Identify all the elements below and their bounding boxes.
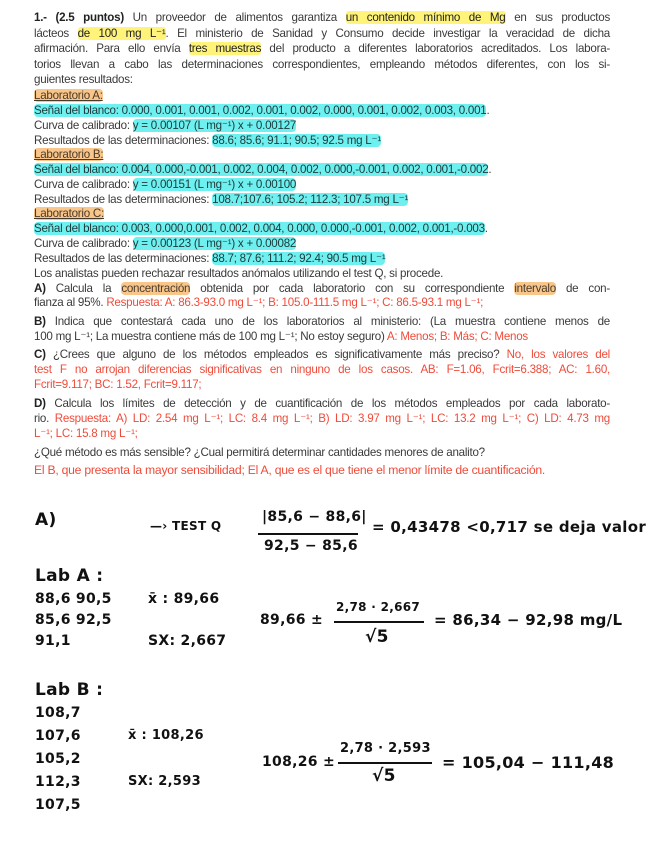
hw-fraction-bar — [258, 533, 358, 535]
text: . — [486, 104, 490, 117]
text: Indica que contestará cada uno de los laboratorios al ministerio: (La muestra contiene menos de — [45, 315, 610, 328]
highlight: tres muestras — [188, 42, 262, 55]
answer: Respuesta: A: 86.3-93.0 mg L⁻¹; B: 105.0-111.5 mg L⁻¹; C: 86.5-93.1 mg L⁻¹; — [106, 296, 484, 309]
lab-b-curve — [34, 177, 610, 192]
answer: Respuesta: A) LD: 2.54 mg L⁻¹; LC: 8.4 mg L⁻¹; B) LD: 3.97 mg L⁻¹; LC: 13.2 mg L⁻¹; C) LD: 4.73 mg — [54, 412, 610, 425]
label: Resultados de las determinaciones: — [34, 252, 213, 265]
highlight: intervalo — [514, 282, 556, 295]
text: lácteos — [34, 27, 78, 40]
hw-lab-a-row2: 85,6 92,5 — [35, 612, 112, 628]
problem-line-2 — [34, 26, 610, 41]
text: fianza al 95%. — [34, 296, 107, 309]
question-e-answer: El B, que presenta la mayor sensibilidad; El A, que es el que tiene el menor límite de cuantificación. — [34, 463, 546, 477]
lab-a-blank — [34, 103, 610, 118]
hw-lab-a-mean: x̄ : 89,66 — [148, 591, 220, 607]
hw-lab-b-title: Lab B : — [35, 680, 104, 700]
hw-lab-b-ci-left: 108,26 ± — [262, 754, 336, 770]
question-letter: D) — [34, 397, 46, 410]
blank-signal: Señal del blanco: 0.004, 0.000,-0.001, 0.002, 0.004, 0.002, 0.000,-0.001, 0.002, 0.001,-0.002 — [34, 163, 489, 176]
lab-name: Laboratorio B: — [34, 148, 104, 161]
lab-b-results — [34, 192, 610, 207]
label: Resultados de las determinaciones: — [34, 193, 213, 206]
question-d — [34, 396, 610, 411]
hw-lab-a-row3: 91,1 — [35, 633, 71, 649]
text: 100 mg L⁻¹; La muestra contiene más de 100 mg L⁻¹; No estoy seguro) — [34, 330, 387, 343]
calibration-curve: y = 0.00123 (L mg⁻¹) x + 0.00082 — [132, 237, 297, 250]
hw-lab-a-sx: SX: 2,667 — [148, 633, 227, 649]
lab-a-heading — [34, 88, 610, 103]
calibration-curve: y = 0.00107 (L mg⁻¹) x + 0.00127 — [132, 119, 297, 132]
analysts-note: Los analistas pueden rechazar resultados anómalos utilizando el test Q, si procede. — [34, 267, 444, 280]
results: 88.6; 85.6; 91.1; 90.5; 92.5 mg L⁻¹ — [212, 134, 381, 147]
hw-lab-b-value: 107,5 — [35, 797, 81, 813]
hw-lab-b-value: 112,3 — [35, 774, 81, 790]
text: . — [484, 222, 488, 235]
hw-lab-a-ci-numerator: 2,78 · 2,667 — [336, 600, 421, 614]
question-c-answer-2: test F no arrojan diferencias significativas en ninguno de los casos. AB: F=1.06, Fcrit=6.388; AC: 1.60, — [34, 363, 610, 376]
question-c-answer-3: Fcrit=9.117; BC: 1.52, Fcrit=9.117; — [34, 378, 202, 391]
hw-q-denominator: 92,5 − 85,6 — [264, 538, 358, 554]
lab-b-blank — [34, 162, 610, 177]
results: 88.7; 87.6; 111.2; 92.4; 90.5 mg L⁻¹ — [212, 252, 386, 265]
text: en sus productos — [505, 11, 610, 24]
lab-a-results — [34, 133, 610, 148]
blank-signal: Señal del blanco: 0.003, 0.000,0.001, 0.002, 0.004, 0.000, 0.000,-0.001, 0.002, 0.001,-0.003 — [34, 222, 485, 235]
lab-c-curve — [34, 236, 610, 251]
hw-lab-b-ci-numerator: 2,78 · 2,593 — [340, 741, 431, 756]
results: 108.7;107.6; 105.2; 112.3; 107.5 mg L⁻¹ — [212, 193, 409, 206]
hw-fraction-bar — [338, 762, 432, 764]
label: Curva de calibrado: — [34, 237, 133, 250]
text: Un proveedor de alimentos garantiza — [123, 11, 346, 24]
highlight: de 100 mg L⁻¹ — [77, 27, 166, 40]
text: obtenida por cada laboratorio con su correspondiente — [190, 282, 515, 295]
hw-lab-a-title: Lab A : — [35, 566, 104, 586]
hw-lab-a-ci-denominator: √5 — [365, 627, 389, 647]
text: afirmación. Para ello envía — [34, 42, 189, 55]
question-a-answer — [34, 295, 610, 310]
problem-line-3 — [34, 41, 610, 56]
hw-lab-a-ci-left: 89,66 ± — [260, 612, 323, 628]
text: Calcula los límites de detección y de cuantificación de los métodos empleados por cada laborato- — [45, 397, 610, 410]
problem-line-5: guientes resultados: — [34, 73, 133, 86]
hw-lab-b-sx: SX: 2,593 — [128, 774, 201, 789]
hw-fraction-bar — [334, 621, 424, 623]
lab-name: Laboratorio C: — [34, 207, 104, 220]
text: de con- — [555, 282, 610, 295]
text: ¿Crees que alguno de los métodos empleados es significativamente más preciso? — [45, 348, 507, 361]
hw-test-q-label: —› TEST Q — [150, 519, 222, 533]
lab-c-blank — [34, 221, 610, 236]
lab-b-heading — [34, 147, 610, 162]
question-d-answer — [34, 411, 610, 426]
question-b — [34, 314, 610, 329]
text: . El ministerio de Sanidad y Consumo decide investigar la veracidad de dicha — [165, 27, 610, 40]
hw-lab-a-ci-result: = 86,34 − 92,98 mg/L — [434, 611, 623, 629]
lab-c-heading — [34, 206, 610, 221]
label: Resultados de las determinaciones: — [34, 134, 213, 147]
question-e: ¿Qué método es más sensible? ¿Cual permitirá determinar cantidades menores de analito? — [34, 446, 485, 459]
text: Calcula la — [45, 282, 122, 295]
lab-c-results — [34, 251, 610, 266]
hw-lab-b-ci-result: = 105,04 − 111,48 — [442, 753, 615, 772]
problem-line-4: torios llevan a cabo las determinaciones correspondientes, empleando métodos diferentes, con los si- — [34, 58, 610, 71]
question-letter: C) — [34, 348, 46, 361]
lab-a-curve — [34, 118, 610, 133]
question-letter: B) — [34, 315, 46, 328]
problem-line-1 — [34, 10, 610, 25]
hw-part-a-label: A) — [35, 510, 57, 530]
blank-signal: Señal del blanco: 0.000, 0.001, 0.001, 0.002, 0.001, 0.002, 0.000, 0.001, 0.002, 0.003, 0.001 — [34, 104, 487, 117]
answer: A: Menos; B: Más; C: Menos — [386, 330, 528, 343]
question-d-answer-3: L⁻¹; LC: 15.8 mg L⁻¹; — [34, 427, 138, 440]
hw-lab-a-row1: 88,6 90,5 — [35, 591, 112, 607]
lab-name: Laboratorio A: — [34, 89, 103, 102]
hw-lab-b-mean: x̄ : 108,26 — [128, 728, 204, 743]
hw-lab-b-ci-denominator: √5 — [372, 766, 396, 786]
problem-number: 1.- (2.5 puntos) — [34, 11, 124, 24]
calibration-curve: y = 0.00151 (L mg⁻¹) x + 0.00100 — [132, 178, 297, 191]
highlight: un contenido mínimo de Mg — [345, 11, 506, 24]
hw-lab-b-value: 108,7 — [35, 705, 81, 721]
answer: No, los valores del — [506, 348, 611, 361]
text: . — [488, 163, 492, 176]
hw-lab-b-value: 107,6 — [35, 728, 81, 744]
label: Curva de calibrado: — [34, 178, 133, 191]
question-letter: A) — [34, 282, 46, 295]
question-c — [34, 347, 610, 362]
hw-q-numerator: |85,6 − 88,6| — [262, 509, 367, 525]
text: rio. — [34, 412, 55, 425]
hw-q-result: = 0,43478 <0,717 se deja valor — [372, 518, 647, 536]
text: del producto a diferentes laboratorios acreditados. Los labora- — [261, 42, 611, 55]
hw-lab-b-value: 105,2 — [35, 751, 81, 767]
question-b-answer — [34, 329, 610, 344]
highlight: concentración — [121, 282, 191, 295]
label: Curva de calibrado: — [34, 119, 133, 132]
question-a — [34, 281, 610, 296]
